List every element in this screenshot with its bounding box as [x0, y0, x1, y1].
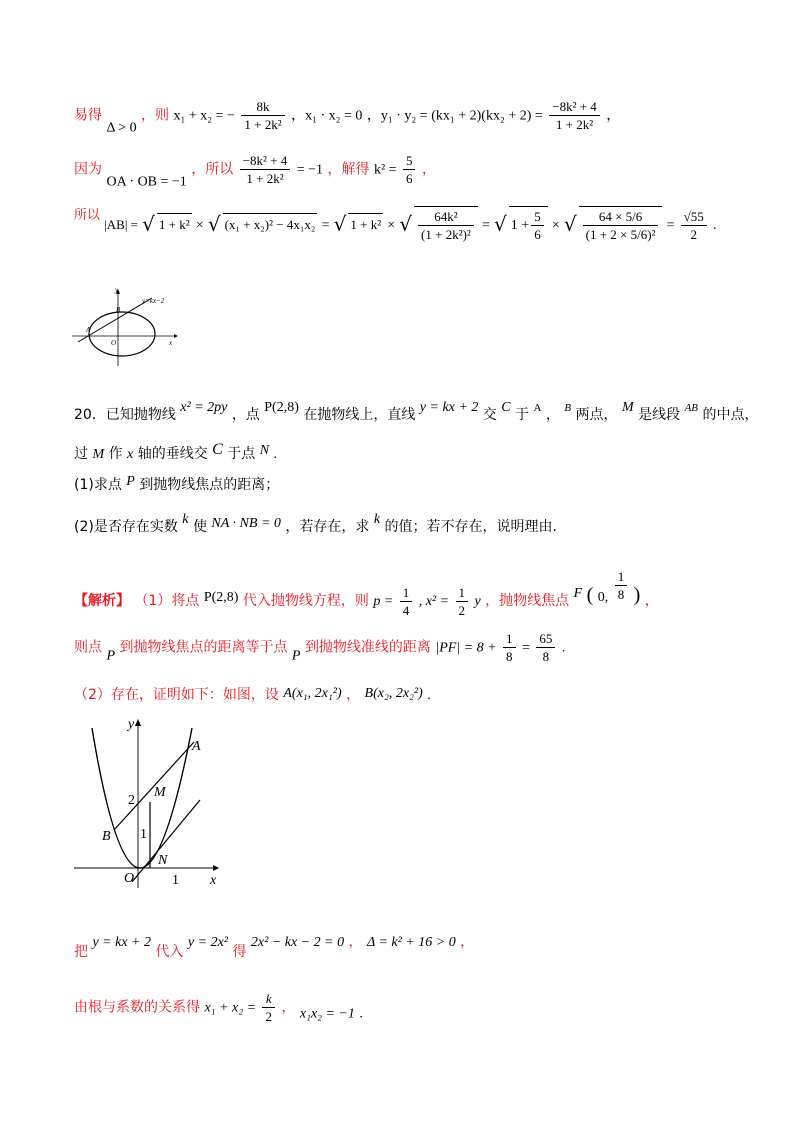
frac-sum-num: 8k: [241, 98, 284, 116]
q20-l2-b: 作: [108, 446, 123, 462]
frac-ab-2-den: 6: [534, 227, 541, 242]
sol5-frac: [262, 990, 275, 1025]
q20-p1-a: (1)求点: [74, 477, 122, 493]
frac-k2: [403, 152, 416, 187]
fig1-y-label: y: [115, 286, 119, 294]
q20-l2-n: N: [259, 443, 270, 458]
frac-yprod-num: −8k² + 4: [549, 98, 600, 116]
sol4-end: ，: [460, 934, 475, 950]
sol1-focus-label: F: [573, 586, 583, 601]
sol1-frac-p: [400, 584, 413, 619]
sol4-d: ，: [348, 934, 363, 950]
math-sum-lhs: x₁ + x₂ = −: [173, 108, 235, 124]
q20-p2-b: 使: [192, 519, 207, 535]
sol4-eq4: Δ = k² + 16 > 0: [366, 935, 456, 950]
fig1-x-arrow: [174, 334, 178, 338]
fig2-x-arrow: [213, 865, 219, 871]
sol1-frac-focus-den: 8: [617, 587, 625, 602]
sol3-sep: ，: [346, 687, 361, 703]
sol4-eq1: y = kx + 2: [92, 935, 151, 950]
sol1-eq-y: y: [474, 594, 481, 609]
sol5-a: 由根与系数的关系得: [74, 999, 200, 1016]
figure-parabola: [70, 718, 230, 890]
sol4-eq2: y = 2x²: [187, 935, 228, 950]
sol1-end: ，: [644, 593, 659, 609]
frac-sum-den: 1 + 2k²: [244, 117, 282, 132]
solution-part-2: [74, 684, 760, 706]
sol2-end: .: [561, 640, 566, 656]
fig2-tick-1y: 1: [140, 827, 147, 842]
math-eq-2: =: [481, 218, 490, 233]
sol1-frac-x-num: 1: [456, 584, 469, 602]
sol1-b: 代入抛物线方程，则: [242, 593, 369, 609]
solution-line-3: [74, 206, 760, 243]
q20-p1-p: P: [126, 474, 135, 489]
q20-text-c: 在抛物线上，直线: [303, 407, 416, 423]
sol2-frac: [503, 630, 516, 665]
q20-segment-ab: AB: [684, 402, 699, 414]
sol2-a: 则点: [74, 639, 102, 656]
math-end-3: .: [712, 218, 717, 233]
sol4-c: 得: [232, 944, 247, 960]
sqrt-sign-4: √: [399, 212, 413, 236]
sqrt-sign-1: √: [142, 212, 155, 236]
math-eq-neg1: = −1: [296, 162, 324, 178]
sol2-frac-den: 8: [506, 649, 513, 664]
q20-p2-a: (2)是否存在实数: [74, 519, 178, 535]
text-end-2: ，: [421, 161, 436, 178]
sol2-c: 到抛物线准线的距离: [304, 639, 431, 656]
fig1-a-label: A: [86, 326, 91, 334]
sol2-eq: |PF| = 8 +: [435, 640, 497, 656]
q20-p2-k2: k: [373, 512, 381, 527]
q20-text-a: 20．已知抛物线: [74, 407, 176, 423]
fig2-y-arrow: [135, 719, 141, 726]
question-20-line-2: [74, 440, 760, 465]
q20-text-d: 交: [482, 407, 497, 423]
q20-p2-k: k: [182, 512, 189, 527]
frac-yprod-den: 1 + 2k²: [555, 117, 594, 132]
frac-k2-den: 6: [405, 171, 413, 186]
sol2-frac-res-num: 65: [536, 630, 555, 648]
solution-line-5: [74, 990, 760, 1025]
sqrt-5-a: 1 +: [510, 218, 530, 233]
sqrt-sign-2: √: [207, 212, 221, 236]
q20-eq-parabola: x² = 2py: [180, 400, 228, 415]
sqrt-6: [579, 206, 663, 243]
sol3-point-b: B(x₂, 2x₂²): [364, 686, 423, 701]
sol1-focus-paren-close: ): [633, 584, 641, 606]
text-because: 因为: [74, 161, 102, 178]
frac-result-den: 2: [690, 227, 697, 242]
frac-k2-num: 5: [403, 152, 416, 170]
fig2-x-label: x: [210, 873, 217, 888]
frac-result-num: √55: [681, 208, 707, 226]
fig2-tick-1x: 1: [172, 873, 179, 888]
sol3-end: .: [427, 688, 431, 703]
q20-text-g: 两点，: [575, 407, 618, 423]
sqrt-sign-3: √: [333, 212, 347, 236]
math-eq-3: =: [666, 218, 675, 233]
q20-p1-b: 到抛物线焦点的距离；: [139, 477, 280, 493]
sqrt-2: (x₁ + x₂)² − 4x₁x₂: [223, 213, 318, 235]
math-prod: ，x₁ · x₂ = 0: [291, 108, 363, 124]
fig1-o-label: O: [111, 339, 117, 347]
q20-l2-d: 于点: [227, 446, 256, 462]
frac-result: [681, 208, 707, 243]
sol1-focus-a: 0,: [597, 590, 609, 605]
math-k2: k² =: [373, 162, 397, 178]
fig2-a-label: A: [192, 739, 201, 754]
frac-ab-3-den: (1 + 2 × 5/6)²: [585, 227, 656, 242]
sol2-p2: P: [291, 648, 301, 664]
sol1-a: （1）将点: [134, 593, 200, 609]
fig1-x-label: x: [169, 339, 173, 347]
sqrt-5: [509, 206, 548, 243]
math-yprod-lhs: ，y₁ · y₂ = (kx₁ + 2)(kx₂ + 2) =: [366, 108, 543, 124]
sol1-frac-p-den: 4: [402, 602, 410, 618]
q20-eq-line: y = kx + 2: [419, 400, 479, 415]
frac-ab-2-num: 5: [531, 208, 544, 226]
q20-text-b: ，点: [231, 407, 260, 423]
math-eq-1: =: [321, 218, 330, 233]
sol1-frac-p-num: 1: [400, 584, 413, 602]
math-ab: |AB| =: [104, 217, 139, 232]
sol1-frac-x: [456, 584, 469, 619]
q20-text-f: ，: [545, 407, 560, 423]
sol1-eq-x: , x² =: [418, 594, 450, 609]
frac-ab-1-num: 64k²: [418, 208, 474, 226]
math-times-3: ×: [551, 218, 560, 233]
figure-ellipse: [70, 286, 180, 366]
frac-ab-3: [583, 208, 659, 243]
q20-text-h: 是线段: [638, 407, 681, 423]
sqrt-sign-5: √: [494, 212, 507, 236]
q20-text-e: 于: [515, 407, 530, 423]
sol5-frac-den: 2: [265, 1009, 272, 1024]
frac-ab-1-den: (1 + 2k²)²: [421, 227, 471, 242]
sol1-frac-focus: [615, 568, 628, 603]
sol1-point: P(2,8): [203, 590, 239, 605]
sol5-eq1: x₁ + x₂ =: [204, 1000, 257, 1016]
math-end-1: ，: [606, 108, 621, 124]
fig2-parabola: [92, 728, 192, 868]
frac-yprod: [549, 98, 600, 133]
sol4-eq3: 2x² − kx − 2 = 0: [250, 935, 345, 950]
q20-point-m: M: [622, 400, 634, 415]
sol1-c: ，抛物线焦点: [485, 593, 570, 609]
q20-point-a: A: [533, 402, 542, 414]
sol1-focus-paren-open: (: [586, 584, 594, 606]
q20-l2-c: 轴的垂线交: [137, 446, 208, 462]
fig2-n-label: N: [158, 853, 168, 868]
fig1-ellipse: [89, 312, 155, 356]
fig1-line: [78, 298, 152, 342]
q20-l2-m: M: [92, 447, 105, 462]
q20-p2-eq: NA · NB = 0: [211, 516, 281, 531]
q20-l2-a: 过: [74, 446, 88, 462]
q20-l2-e: .: [273, 447, 278, 462]
question-20-part-2: [74, 510, 760, 537]
sol2-frac-num: 1: [503, 630, 516, 648]
math-times-2: ×: [387, 218, 396, 233]
frac-ab-1: [418, 208, 474, 243]
sqrt-1: 1 + k²: [157, 213, 192, 235]
frac-ab-3-num: 64 × 5/6: [583, 208, 659, 226]
sol3-point-a: A(x₁, 2x₁²): [283, 686, 342, 701]
solution-line-4: [74, 932, 760, 962]
fig2-b-label: B: [102, 829, 111, 844]
sqrt-4: [414, 206, 478, 243]
q20-l2-x: x: [127, 447, 134, 462]
fig2-o-label: O: [124, 871, 135, 886]
fig1-b-label: B: [116, 306, 121, 314]
q20-point-b: B: [564, 402, 572, 414]
q20-p2-c: ，若存在，求: [285, 519, 370, 535]
fig2-tick-2: 2: [128, 793, 135, 808]
sol5-eq2: x₁x₂ = −1: [299, 1006, 355, 1022]
solution-part-1-cont: [74, 630, 760, 667]
sol5-end: .: [359, 1006, 363, 1022]
sol5-frac-num: k: [262, 990, 275, 1008]
sol4-a: 把: [74, 944, 88, 960]
frac-ab-2: [531, 208, 544, 243]
math-times: ×: [195, 218, 204, 233]
sol5-b: ，: [281, 999, 296, 1016]
solution-line-2: [74, 152, 760, 193]
solution-part-1: [74, 568, 760, 619]
text-solve: ，解得: [327, 161, 370, 178]
sol2-eq2: =: [522, 640, 530, 656]
text-so: ，所以: [191, 161, 234, 178]
frac-dot-den: 1 + 2k²: [246, 171, 284, 186]
sol2-b: 到抛物线焦点的距离等于点: [119, 639, 288, 656]
sol2-p: P: [106, 648, 116, 664]
text-then: ，则: [141, 107, 170, 124]
text-so-2: 所以: [74, 208, 101, 223]
frac-dot: [240, 152, 291, 187]
q20-l2-curve: C: [212, 441, 223, 458]
math-delta: Δ > 0: [106, 120, 137, 136]
sqrt-sign-6: √: [563, 212, 577, 236]
sol2-frac-res: [536, 630, 555, 665]
math-dot-product: OA · OB = −1: [106, 174, 187, 190]
solution-tag: 【解析】: [74, 593, 130, 609]
text-easy: 易得: [74, 107, 102, 124]
sol4-b: 代入: [155, 944, 184, 960]
question-20-line-1: [74, 398, 760, 425]
fig2-y-label: y: [128, 718, 135, 732]
q20-curve-c: C: [501, 400, 511, 415]
fig1-line-label: y=kx−2: [142, 297, 165, 305]
sqrt-3: 1 + k²: [348, 213, 383, 235]
sol3-a: （2）存在，证明如下：如图，设: [74, 687, 279, 703]
sol1-eq-p: p =: [373, 594, 394, 609]
question-20-part-1: [74, 472, 760, 495]
solution-line-1: [74, 98, 760, 139]
sol1-frac-x-den: 2: [458, 602, 466, 618]
sol1-frac-focus-num: 1: [615, 568, 628, 586]
frac-sum: [241, 98, 284, 133]
q20-point-p: P(2,8): [264, 400, 299, 415]
sol2-frac-res-den: 8: [542, 649, 550, 664]
q20-text-i: 的中点，: [702, 407, 759, 423]
frac-dot-num: −8k² + 4: [240, 152, 291, 170]
q20-p2-d: 的值；若不存在，说明理由.: [384, 519, 557, 535]
fig2-m-label: M: [154, 785, 166, 800]
